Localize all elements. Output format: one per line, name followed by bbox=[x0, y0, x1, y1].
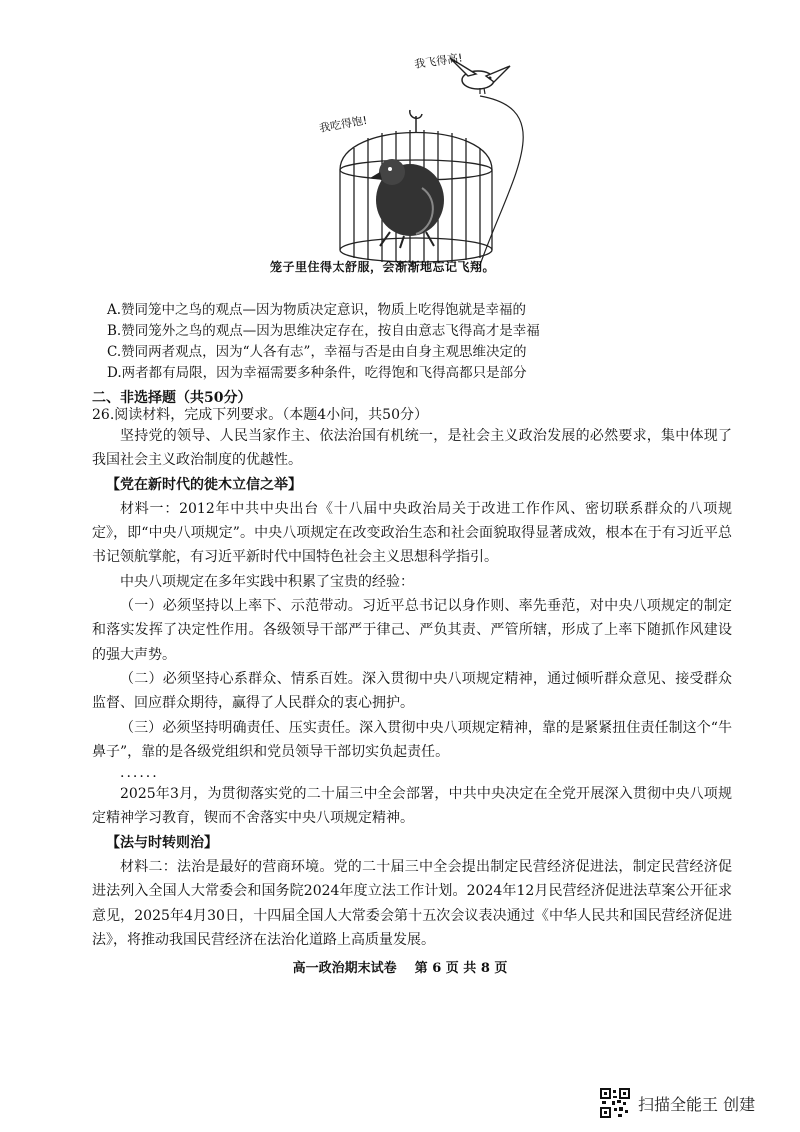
option-a: A.赞同笼中之鸟的观点—因为物质决定意识，物质上吃得饱就是幸福的 bbox=[107, 302, 527, 318]
cartoon-caption: 笼子里住得太舒服，会渐渐地忘记飞翔。 bbox=[270, 260, 496, 274]
options-list bbox=[107, 300, 747, 384]
experience-intro: 中央八项规定在多年实践中积累了宝贵的经验： bbox=[120, 573, 414, 590]
heading-law: 【法与时转则治】 bbox=[106, 834, 218, 851]
heading-party: 【党在新时代的徙木立信之举】 bbox=[106, 476, 302, 493]
question-heading: 26.阅读材料，完成下列要求。（本题4小问，共50分） bbox=[92, 407, 428, 423]
experience-three: （三）必须坚持明确责任、压实责任。深入贯彻中央八项规定精神，靠的是紧紧扭住责任制这个“牛鼻子”，靠的是各级党组织和党员领导干部切实负起责任。 bbox=[92, 719, 732, 760]
experience-two: （二）必须坚持心系群众、情系百姓。深入贯彻中央八项规定精神，通过倾听群众意见、接受群众监督、回应群众期待，赢得了人民群众的衷心拥护。 bbox=[92, 670, 732, 712]
question-body bbox=[92, 424, 732, 952]
experience-one: （一）必须坚持以上率下、示范带动。习近平总书记以身作则、率先垂范，对中央八项规定的制定和落实发挥了决定性作用。各级领导干部严于律己、严负其责、严管所辖，形成了上率下随抓作风建设的强大声势。 bbox=[92, 598, 732, 663]
material-one: 材料一：2012年中共中央出台《十八届中央政治局关于改进工作作风、密切联系群众的八项规定》，即“中央八项规定”。中央八项规定在改变政治生态和社会面貌取得显著成效，根本在于有习近平总书记领航掌舵，有习近平新时代中国特色社会主义思想科学指引。 bbox=[92, 500, 732, 566]
scanner-watermark bbox=[600, 1088, 755, 1118]
footer-text: 高一政治期末试卷 第 6 页 共 8 页 bbox=[292, 961, 508, 976]
option-d: D.两者都有局限，因为幸福需要多种条件，吃得饱和飞得高都只是部分 bbox=[107, 365, 527, 381]
option-b: B.赞同笼外之鸟的观点—因为思维决定存在，按自由意志飞得高才是幸福 bbox=[107, 323, 540, 339]
bird-caged-icon bbox=[370, 159, 444, 248]
option-c: C.赞同两者观点，因为“人各有志”，幸福与否是由自身主观思维决定的 bbox=[107, 344, 527, 360]
watermark-text: 扫描全能王 创建 bbox=[638, 1094, 756, 1114]
page-footer bbox=[0, 957, 800, 976]
section-title: 二、非选择题（共50分） bbox=[92, 390, 252, 406]
intro-paragraph: 坚持党的领导、人民当家作主、依法治国有机统一，是社会主义政治发展的必然要求，集中体现了我国社会主义政治制度的优越性。 bbox=[92, 428, 732, 469]
bird-outside-speech: 我飞得高! bbox=[413, 51, 464, 71]
material-two: 材料二：法治是最好的营商环境。党的二十届三中全会提出制定民营经济促进法，制定民营经济促进法列入全国人大常委会和国务院2024年度立法工作计划。2024年12月民营经济促进法草案公开征求意见，2025年4月30日，十四届全国人大常委会第十五次会议表决通过《中华人民共和国民营经济促进法》，将推动我国民营经济在法治化道路上高质量发展。 bbox=[92, 859, 732, 948]
paragraph-2025: 2025年3月，为贯彻落实党的二十届三中全会部署，中共中央决定在全党开展深入贯彻中央八项规定精神学习教育，锲而不舍落实中央八项规定精神。 bbox=[92, 786, 732, 827]
qr-code-icon bbox=[600, 1088, 630, 1118]
cartoon-illustration bbox=[318, 50, 560, 275]
ellipsis: ...... bbox=[120, 765, 159, 782]
bird-inside-speech: 我吃得饱! bbox=[318, 113, 369, 135]
